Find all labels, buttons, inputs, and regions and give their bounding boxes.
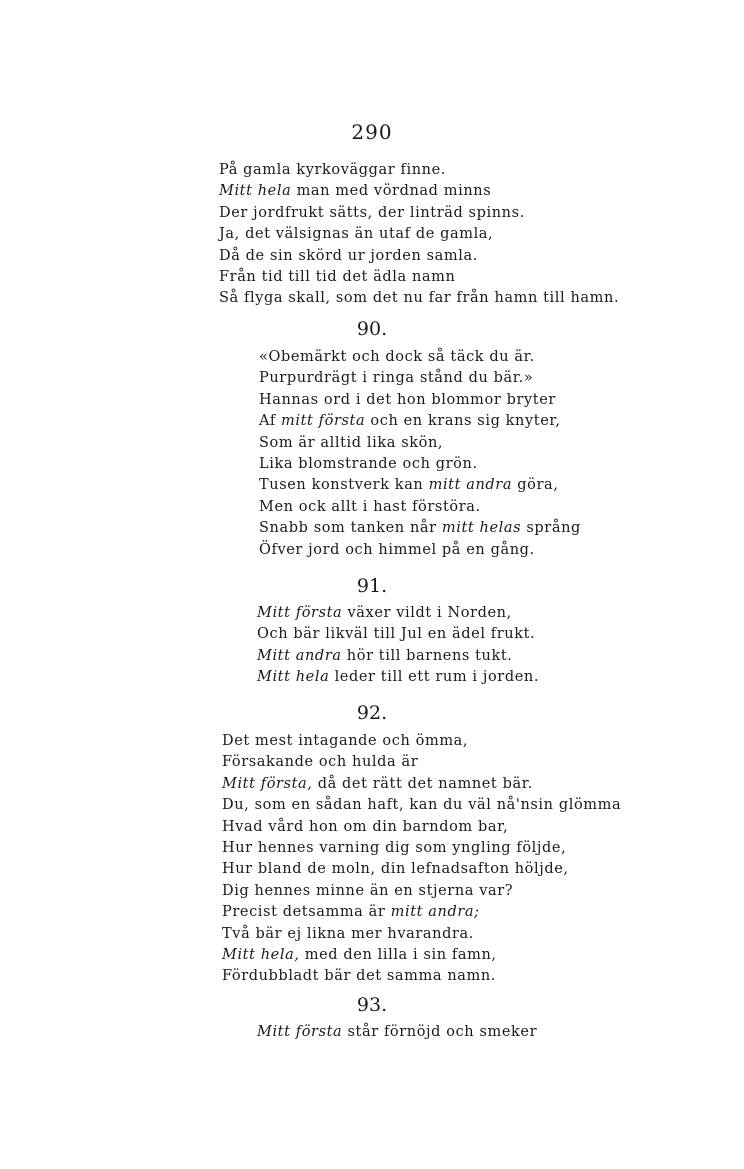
verse-line bbox=[259, 540, 581, 561]
page-number: 290 bbox=[351, 120, 393, 144]
verse-segment: Hur hennes varning dig som yngling följde, bbox=[222, 840, 567, 857]
verse-segment: Öfver jord och himmel på en gång. bbox=[259, 541, 535, 558]
verse-line bbox=[259, 454, 581, 475]
verse-line bbox=[222, 966, 621, 987]
verse-segment: Der jordfrukt sätts, der linträd spinns. bbox=[219, 204, 525, 221]
verse-segment: Hur bland de moln, din lefnadsafton höljde, bbox=[222, 861, 569, 878]
stanza-riddle-93 bbox=[257, 1022, 537, 1043]
verse-segment: Som är alltid lika skön, bbox=[259, 434, 444, 451]
verse-segment: Då de sin skörd ur jorden samla. bbox=[219, 247, 478, 264]
verse-segment: Från tid till tid det ädla namn bbox=[219, 269, 456, 286]
stanza-riddle-92 bbox=[222, 731, 621, 988]
verse-segment: Snabb som tanken når bbox=[259, 520, 442, 537]
verse-segment: Hvad vård hon om din barndom bar, bbox=[222, 818, 509, 835]
verse-line bbox=[222, 795, 621, 816]
riddle-number-90: 90. bbox=[356, 318, 388, 340]
stanza-riddle-91 bbox=[257, 603, 539, 689]
verse-line bbox=[259, 433, 581, 454]
verse-segment: Hannas ord i det hon blommor bryter bbox=[259, 391, 556, 408]
verse-line bbox=[222, 881, 621, 902]
verse-line bbox=[219, 267, 619, 288]
stanza-continuation bbox=[219, 160, 619, 310]
verse-line bbox=[222, 924, 621, 945]
verse-segment: göra, bbox=[512, 477, 559, 494]
verse-line bbox=[219, 203, 619, 224]
verse-segment: Det mest intagande och ömma, bbox=[222, 733, 469, 749]
verse-italic-segment: Mitt hela, bbox=[222, 947, 300, 964]
verse-segment: Men ock allt i hast förstöra. bbox=[259, 498, 481, 515]
verse-italic-segment: Mitt första, bbox=[222, 775, 313, 792]
verse-line bbox=[219, 246, 619, 267]
stanza-riddle-90 bbox=[259, 347, 581, 561]
verse-italic-segment: Mitt första bbox=[257, 605, 343, 621]
verse-italic-segment: mitt helas bbox=[441, 520, 522, 537]
verse-italic-segment: Mitt hela bbox=[257, 669, 330, 686]
verse-italic-segment: Mitt hela bbox=[219, 183, 292, 200]
verse-segment: Lika blomstrande och grön. bbox=[259, 456, 478, 473]
verse-segment: Af bbox=[259, 413, 281, 430]
verse-line bbox=[259, 347, 581, 368]
verse-italic-segment: Mitt första bbox=[257, 1024, 343, 1040]
verse-segment: och en krans sig knyter, bbox=[365, 413, 561, 430]
verse-line bbox=[222, 838, 621, 859]
verse-line bbox=[222, 731, 621, 752]
verse-segment: Och bär likväl till Jul en ädel frukt. bbox=[257, 626, 536, 643]
verse-segment: Så flyga skall, som det nu far från hamn till hamn. bbox=[219, 290, 620, 307]
verse-line bbox=[257, 603, 539, 624]
verse-line bbox=[222, 902, 621, 923]
verse-line bbox=[259, 497, 581, 518]
verse-segment: Ja, det välsignas än utaf de gamla, bbox=[219, 226, 494, 243]
verse-line bbox=[257, 1022, 537, 1043]
verse-segment: «Obemärkt och dock så täck du är. bbox=[259, 349, 535, 365]
verse-line bbox=[219, 224, 619, 245]
verse-segment: leder till ett rum i jorden. bbox=[329, 669, 540, 686]
verse-segment: Du, som en sådan haft, kan du väl nå'nsin glömma bbox=[222, 797, 622, 814]
verse-segment: språng bbox=[521, 520, 581, 537]
verse-italic-segment: Mitt andra bbox=[257, 647, 342, 664]
verse-segment: då det rätt det namnet bär. bbox=[312, 775, 533, 792]
riddle-number-93: 93. bbox=[356, 994, 388, 1016]
verse-segment: Två bär ej likna mer hvarandra. bbox=[222, 925, 474, 942]
verse-segment: med den lilla i sin famn, bbox=[299, 947, 497, 964]
verse-italic-segment: mitt första bbox=[281, 413, 366, 430]
verse-line bbox=[259, 368, 581, 389]
riddle-number-92: 92. bbox=[356, 702, 388, 724]
verse-line bbox=[257, 646, 539, 667]
verse-segment: Precist detsamma är bbox=[222, 904, 391, 921]
verse-line bbox=[219, 288, 619, 309]
verse-segment: Purpurdrägt i ringa stånd du bär.» bbox=[259, 370, 534, 387]
verse-segment: hör till barnens tukt. bbox=[341, 647, 513, 664]
verse-line bbox=[257, 667, 539, 688]
verse-line bbox=[259, 518, 581, 539]
verse-line bbox=[222, 752, 621, 773]
verse-italic-segment: mitt andra; bbox=[390, 904, 480, 921]
verse-line bbox=[222, 859, 621, 880]
verse-segment: Fördubbladt bär det samma namn. bbox=[222, 968, 496, 985]
verse-segment: man med vördnad minns bbox=[291, 183, 492, 200]
verse-segment: På gamla kyrkoväggar finne. bbox=[219, 162, 447, 178]
verse-line bbox=[222, 774, 621, 795]
verse-segment: växer vildt i Norden, bbox=[342, 605, 512, 621]
verse-segment: Försakande och hulda är bbox=[222, 754, 419, 771]
verse-segment: Dig hennes minne än en stjerna var? bbox=[222, 882, 514, 899]
verse-line bbox=[219, 181, 619, 202]
verse-line bbox=[219, 160, 619, 181]
verse-line bbox=[222, 817, 621, 838]
riddle-number-91: 91. bbox=[356, 575, 388, 597]
verse-segment: står förnöjd och smeker bbox=[342, 1024, 538, 1040]
verse-segment: Tusen konstverk kan bbox=[259, 477, 429, 494]
verse-line bbox=[257, 624, 539, 645]
verse-line bbox=[259, 390, 581, 411]
verse-italic-segment: mitt andra bbox=[428, 477, 513, 494]
verse-line bbox=[259, 411, 581, 432]
verse-line bbox=[222, 945, 621, 966]
verse-line bbox=[259, 475, 581, 496]
